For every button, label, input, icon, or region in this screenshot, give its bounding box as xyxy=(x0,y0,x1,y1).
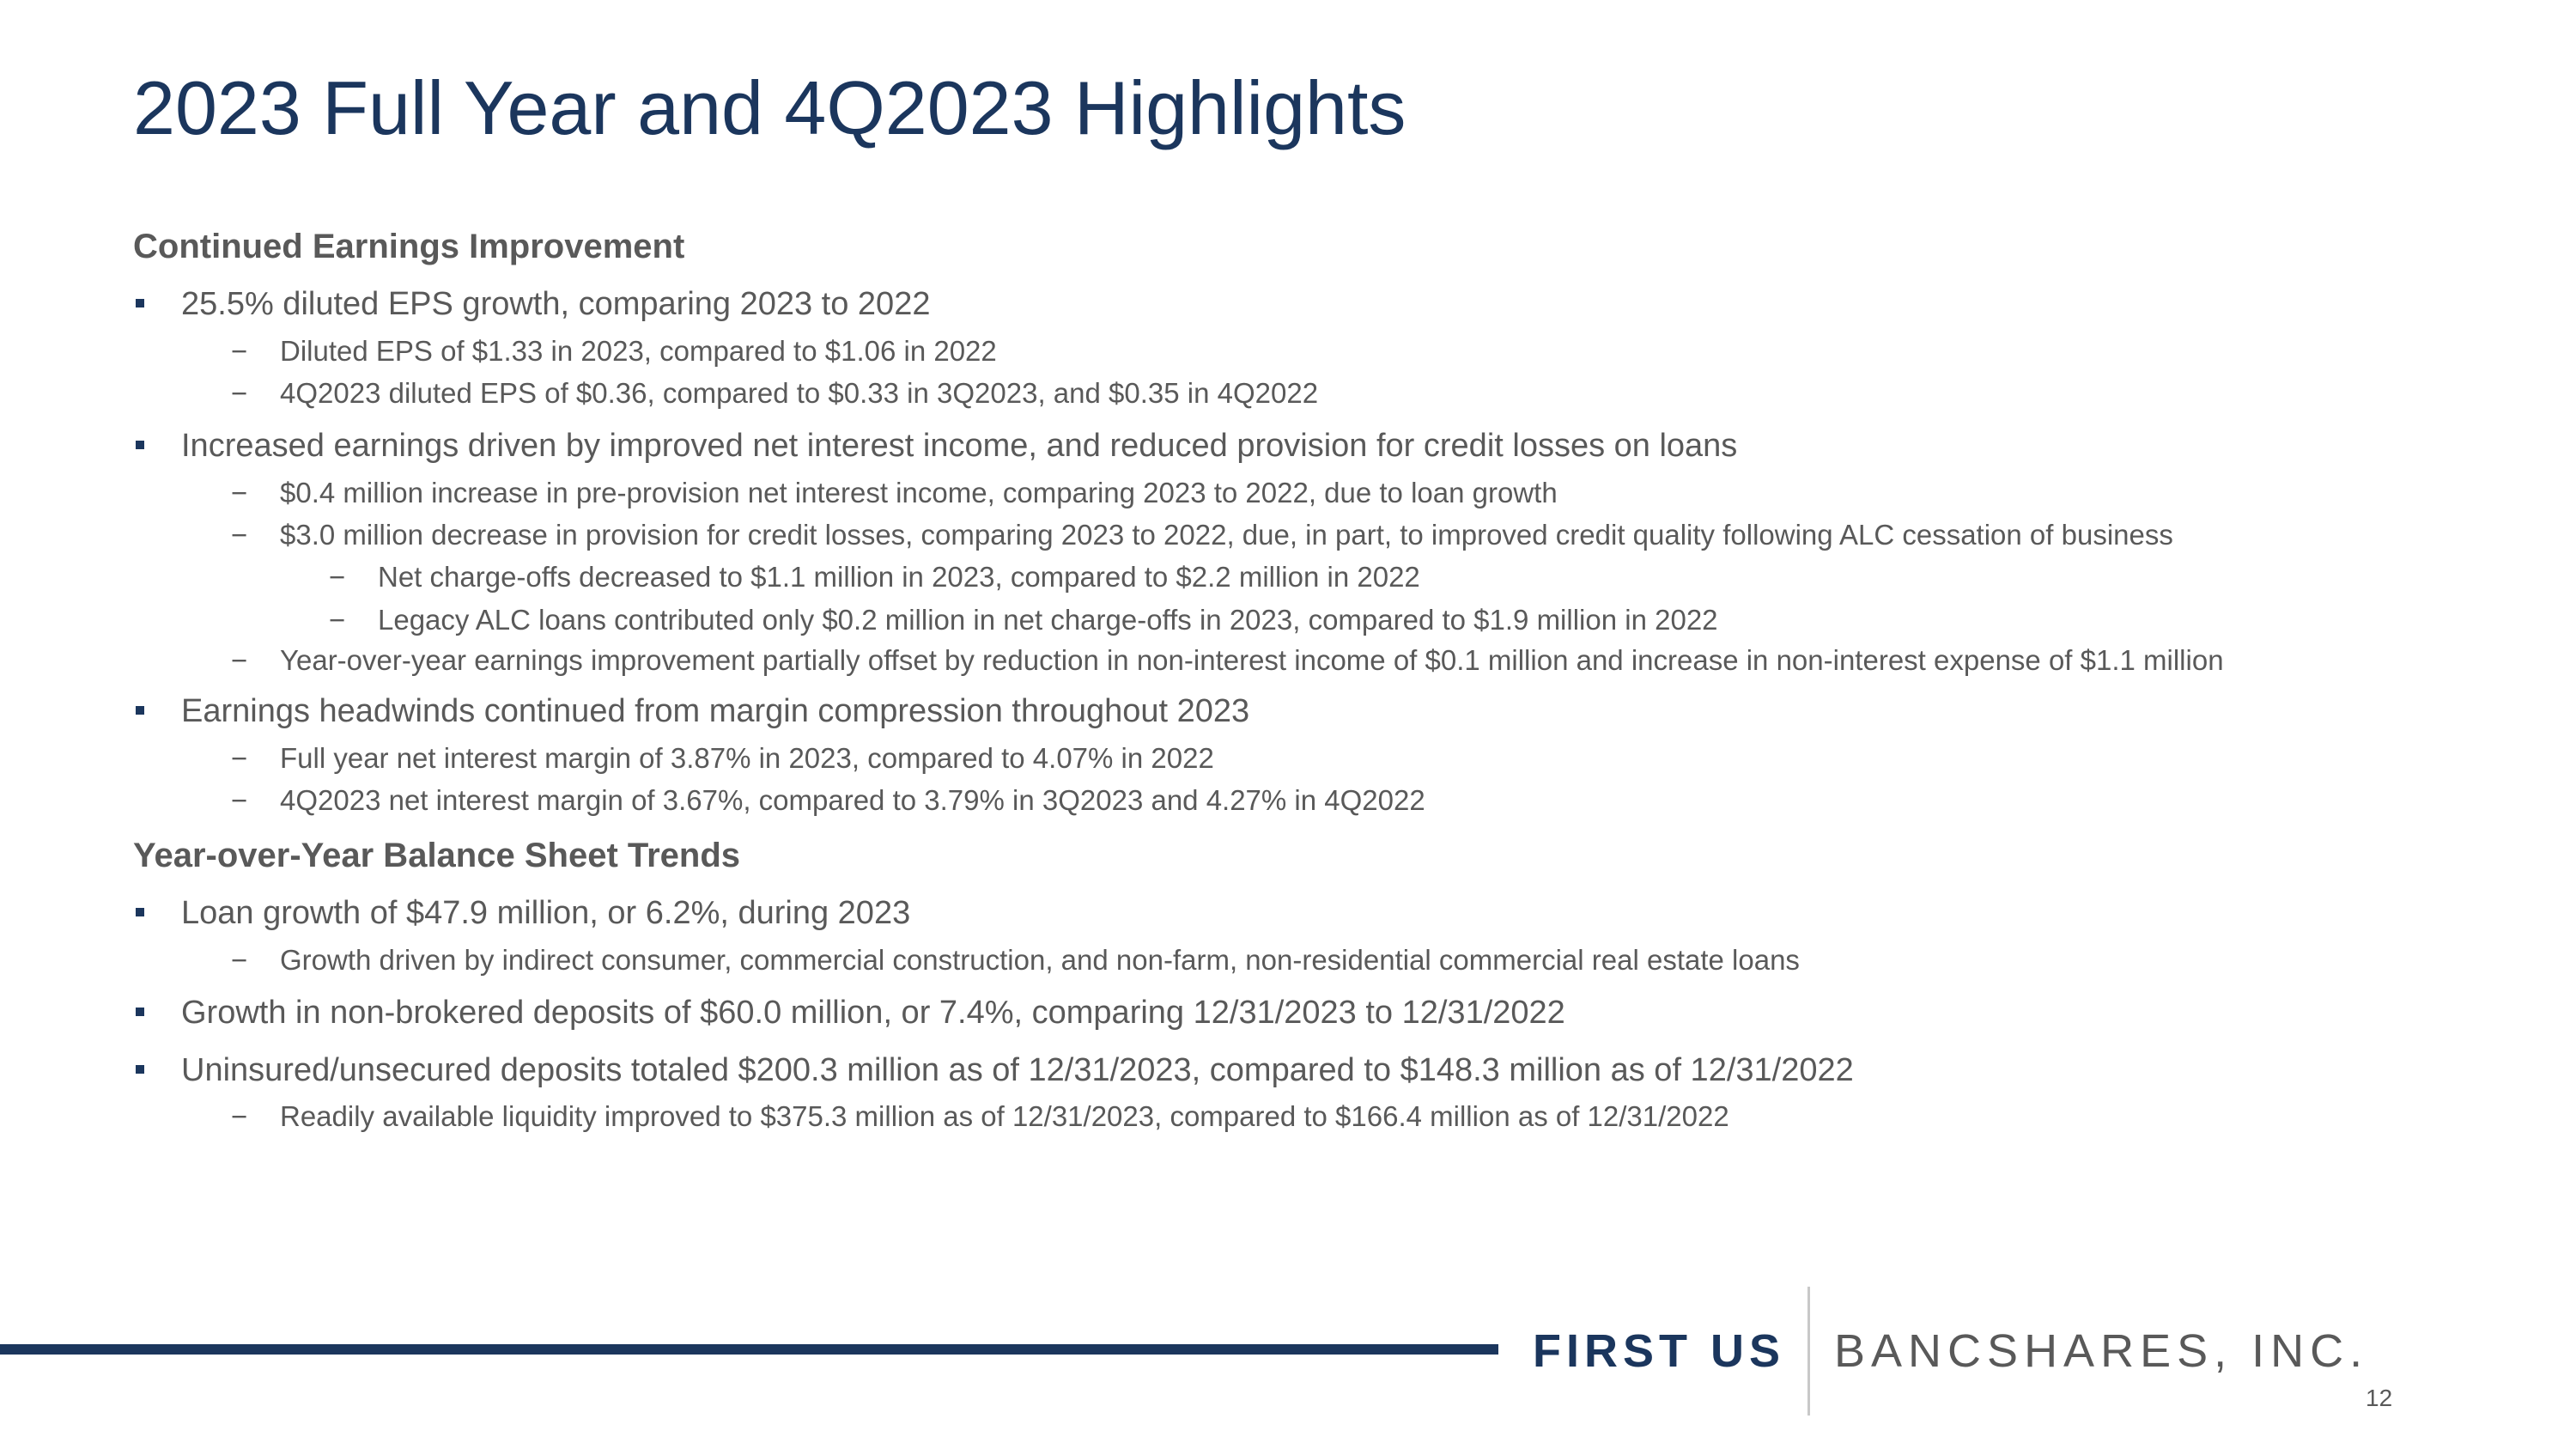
dash-bullet-icon: − xyxy=(231,741,248,774)
bullet-text: Growth in non-brokered deposits of $60.0 million, or 7.4%, comparing 12/31/2023 to 12/31/2022 xyxy=(181,995,1565,1032)
page-number: 12 xyxy=(2366,1385,2393,1411)
square-bullet-icon xyxy=(136,441,144,449)
bullet-loan-growth xyxy=(133,894,2469,934)
sub-bullet-4q-nim xyxy=(133,785,2469,816)
sub-bullet-text: Readily available liquidity improved to $375.3 million as of 12/31/2023, compared to $166.4 million as of 12/31/2022 xyxy=(280,1100,1729,1133)
footer-rule xyxy=(0,1344,1498,1355)
bullet-text: Loan growth of $47.9 million, or 6.2%, during 2023 xyxy=(181,895,911,932)
dash-bullet-icon: − xyxy=(329,561,346,594)
sub-bullet-provision-decrease xyxy=(133,520,2469,551)
sub-bullet-text: $0.4 million increase in pre-provision net interest income, comparing 2023 to 2022, due to loan growth xyxy=(280,476,1558,508)
dash-bullet-icon: − xyxy=(231,643,248,676)
sub-bullet-text: Year-over-year earnings improvement partially offset by reduction in non-interest income of $0.1 million and increase in non-interest expense of $1.1 million xyxy=(280,643,2224,676)
sub-bullet-text: 4Q2023 net interest margin of 3.67%, compared to 3.79% in 3Q2023 and 4.27% in 4Q2022 xyxy=(280,783,1425,816)
dash-bullet-icon: − xyxy=(231,376,248,409)
dash-bullet-icon: − xyxy=(231,476,248,508)
sub-sub-bullet-charge-offs xyxy=(133,562,2469,593)
sub-sub-bullet-legacy-alc xyxy=(133,605,2469,636)
dash-bullet-icon: − xyxy=(231,519,248,551)
sub-bullet-pre-provision xyxy=(133,478,2469,508)
square-bullet-icon xyxy=(136,1065,144,1074)
sub-bullet-4q-eps xyxy=(133,378,2469,409)
dash-bullet-icon: − xyxy=(231,1100,248,1133)
dash-bullet-icon: − xyxy=(231,334,248,367)
bullet-text: Earnings headwinds continued from margin compression throughout 2023 xyxy=(181,692,1250,729)
logo-bancshares: BANCSHARES, INC. xyxy=(1834,1325,2369,1377)
bullet-margin-compression xyxy=(133,692,2469,732)
sub-bullet-text: 4Q2023 diluted EPS of $0.36, compared to $0.33 in 3Q2023, and $0.35 in 4Q2022 xyxy=(280,376,1319,409)
square-bullet-icon xyxy=(136,706,144,715)
sub-bullet-liquidity xyxy=(133,1101,2469,1132)
sub-sub-bullet-text: Net charge-offs decreased to $1.1 million in 2023, compared to $2.2 million in 2022 xyxy=(378,561,1420,594)
sub-bullet-text: $3.0 million decrease in provision for credit losses, comparing 2023 to 2022, due, in part, to improved credit quality following ALC cessation of business xyxy=(280,519,2173,551)
sub-bullet-text: Growth driven by indirect consumer, commercial construction, and non-farm, non-residential commercial real estate loans xyxy=(280,943,1800,976)
dash-bullet-icon: − xyxy=(231,783,248,816)
sub-bullet-full-year-nim xyxy=(133,743,2469,774)
bullet-text: Uninsured/unsecured deposits totaled $200.3 million as of 12/31/2023, compared to $148.3 million as of 12/31/2022 xyxy=(181,1051,1854,1088)
sub-bullet-diluted-eps xyxy=(133,336,2469,367)
square-bullet-icon xyxy=(136,908,144,916)
bullet-text: Increased earnings driven by improved net interest income, and reduced provision for credit losses on loans xyxy=(181,428,1738,465)
section-heading-balance-sheet: Year-over-Year Balance Sheet Trends xyxy=(133,837,741,875)
square-bullet-icon xyxy=(136,299,144,307)
logo-divider xyxy=(1807,1287,1810,1416)
highlights-content xyxy=(133,226,2469,1133)
company-logo xyxy=(1533,1321,2368,1381)
sub-bullet-text: Diluted EPS of $1.33 in 2023, compared to $1.06 in 2022 xyxy=(280,334,997,367)
bullet-text: 25.5% diluted EPS growth, comparing 2023 to 2022 xyxy=(181,286,931,322)
bullet-deposit-growth xyxy=(133,994,2469,1033)
dash-bullet-icon: − xyxy=(231,943,248,976)
sub-bullet-growth-drivers xyxy=(133,945,2469,976)
bullet-uninsured-deposits xyxy=(133,1051,2469,1091)
square-bullet-icon xyxy=(136,1008,144,1016)
sub-bullet-yoy-offset xyxy=(133,643,2564,676)
bullet-increased-earnings xyxy=(133,427,2469,466)
dash-bullet-icon: − xyxy=(329,603,346,636)
bullet-eps-growth xyxy=(133,285,2469,325)
section-heading-earnings: Continued Earnings Improvement xyxy=(133,228,685,265)
logo-first-us: FIRST US xyxy=(1533,1325,1786,1377)
sub-bullet-text: Full year net interest margin of 3.87% in 2023, compared to 4.07% in 2022 xyxy=(280,741,1214,774)
sub-sub-bullet-text: Legacy ALC loans contributed only $0.2 million in net charge-offs in 2023, compared to $1.9 million in 2022 xyxy=(378,603,1718,636)
page-title: 2023 Full Year and 4Q2023 Highlights xyxy=(133,65,1406,150)
